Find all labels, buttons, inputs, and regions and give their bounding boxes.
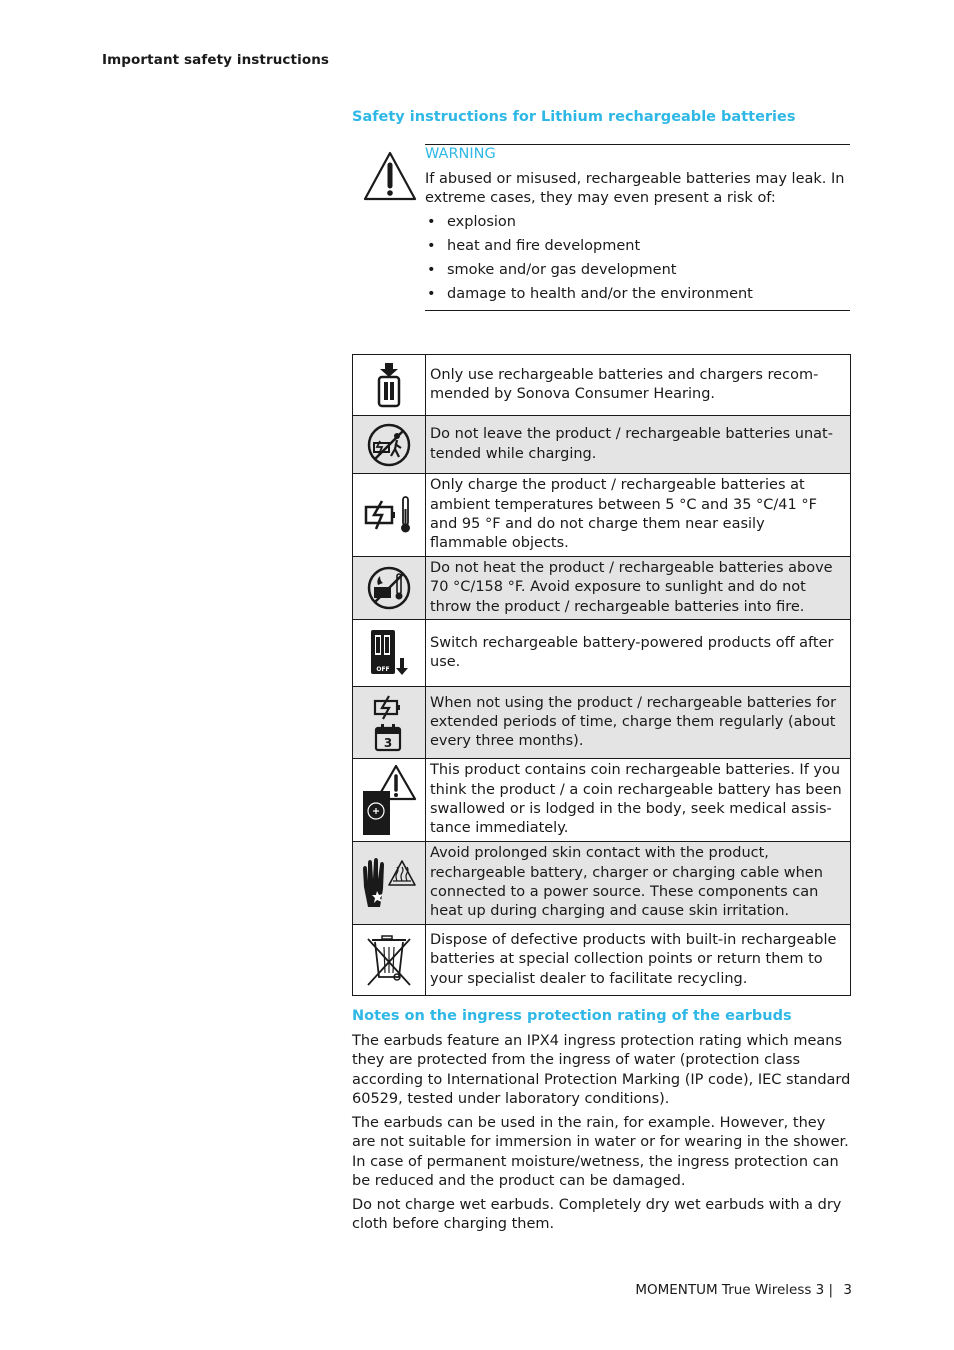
- coin-battery-warning-icon: [360, 763, 418, 837]
- no-heat-icon: [366, 565, 412, 611]
- rule-text: Avoid prolonged skin contact with the product, rechargeable battery, charger or charging cable when connected to a power source. These components can heat up during charging and cause skin irritation.: [426, 842, 851, 925]
- rule-icon-cell: [353, 925, 426, 996]
- safety-rule-row: [353, 355, 851, 416]
- recommended-battery-icon: [374, 362, 404, 408]
- rule-icon-cell: [353, 759, 426, 842]
- risk-item: • explosion: [425, 212, 850, 236]
- crossed-bin-icon: [364, 933, 414, 987]
- rule-icon-cell: [353, 355, 426, 416]
- risk-item: • damage to health and/or the environment: [425, 284, 850, 308]
- safety-rule-row: [353, 474, 851, 557]
- safety-rule-row: [353, 842, 851, 925]
- rule-icon-cell: [353, 842, 426, 925]
- switch-off-label: OFF: [376, 666, 390, 673]
- risk-list: [425, 212, 850, 308]
- rule-text: Only charge the product / rechargeable batteries at ambient temperatures between 5 °C and 35 °C/41 °F and 95 °F and do not charge them near easily flammable objects.: [426, 474, 851, 557]
- rule-icon-cell: [353, 557, 426, 620]
- warning-bottom-rule: [425, 310, 850, 311]
- ip-paragraph: The earbuds feature an IPX4 ingress protection rating which means they are protected from the ingress of water (protection class according to International Protection Marking (IP code), IEC standard 60529, tested under laboratory conditions).: [352, 1033, 851, 1107]
- rule-text: Switch rechargeable battery-powered products off after use.: [426, 620, 851, 687]
- switch-off-icon: [369, 628, 409, 678]
- rule-icon-cell: [353, 620, 426, 687]
- rule-text: When not using the product / rechargeable batteries for extended periods of time, charge them regularly (about every three months).: [426, 687, 851, 759]
- safety-rule-row: [353, 557, 851, 620]
- warning-text: If abused or misused, rechargeable batteries may leak. In extreme cases, they may even present a risk of:: [425, 171, 845, 207]
- safety-rule-row: [353, 416, 851, 474]
- rule-icon-cell: [353, 687, 426, 759]
- risk-item: • heat and fire development: [425, 236, 850, 260]
- safety-rule-row: [353, 759, 851, 842]
- no-unattended-charging-icon: [366, 422, 412, 468]
- hot-surface-skin-icon: [360, 857, 418, 909]
- safety-rule-row: [353, 620, 851, 687]
- battery-safety-table: [352, 354, 851, 996]
- footer-product-name: MOMENTUM True Wireless 3 |: [635, 1282, 834, 1298]
- rule-text: Dispose of defective products with built-in rechargeable batteries at special collection points or return them to your specialist dealer to facilitate recycling.: [426, 925, 851, 996]
- battery-section-title: Safety instructions for Lithium rechargeable batteries: [352, 109, 796, 125]
- running-header: Important safety instructions: [102, 52, 330, 68]
- charging-temperature-icon: [364, 495, 414, 535]
- rule-text: Only use rechargeable batteries and chargers recom-mended by Sonova Consumer Hearing.: [426, 355, 851, 416]
- rule-text: This product contains coin rechargeable batteries. If you think the product / a coin rechargeable battery has been swallowed or is lodged in the body, seek medical assis-tance immediately.: [426, 759, 851, 842]
- ip-paragraph: The earbuds can be used in the rain, for example. However, they are not suitable for immersion in water or for wearing in the shower. In case of permanent moisture/wetness, the ingress protection can be reduced and the product can be damaged.: [352, 1115, 849, 1189]
- risk-item: • smoke and/or gas development: [425, 260, 850, 284]
- rule-text: Do not leave the product / rechargeable batteries unat-tended while charging.: [426, 416, 851, 474]
- calendar-day-label: 3: [383, 735, 393, 750]
- page-footer: [635, 1282, 852, 1298]
- warning-top-rule: [425, 144, 850, 145]
- rule-text: Do not heat the product / rechargeable batteries above 70 °C/158 °F. Avoid exposure to sunlight and do not throw the product / rechargeable batteries into fire.: [426, 557, 851, 620]
- warning-triangle-icon: [362, 150, 418, 202]
- charge-regularly-calendar-icon: [372, 693, 406, 753]
- page-number: 3: [843, 1282, 852, 1298]
- warning-label: WARNING: [425, 146, 496, 162]
- ip-paragraph: Do not charge wet earbuds. Completely dry wet earbuds with a dry cloth before charging them.: [352, 1197, 842, 1233]
- ip-section-title: Notes on the ingress protection rating of the earbuds: [352, 1008, 792, 1024]
- safety-rule-row: [353, 687, 851, 759]
- rule-icon-cell: [353, 416, 426, 474]
- safety-rule-row: [353, 925, 851, 996]
- rule-icon-cell: [353, 474, 426, 557]
